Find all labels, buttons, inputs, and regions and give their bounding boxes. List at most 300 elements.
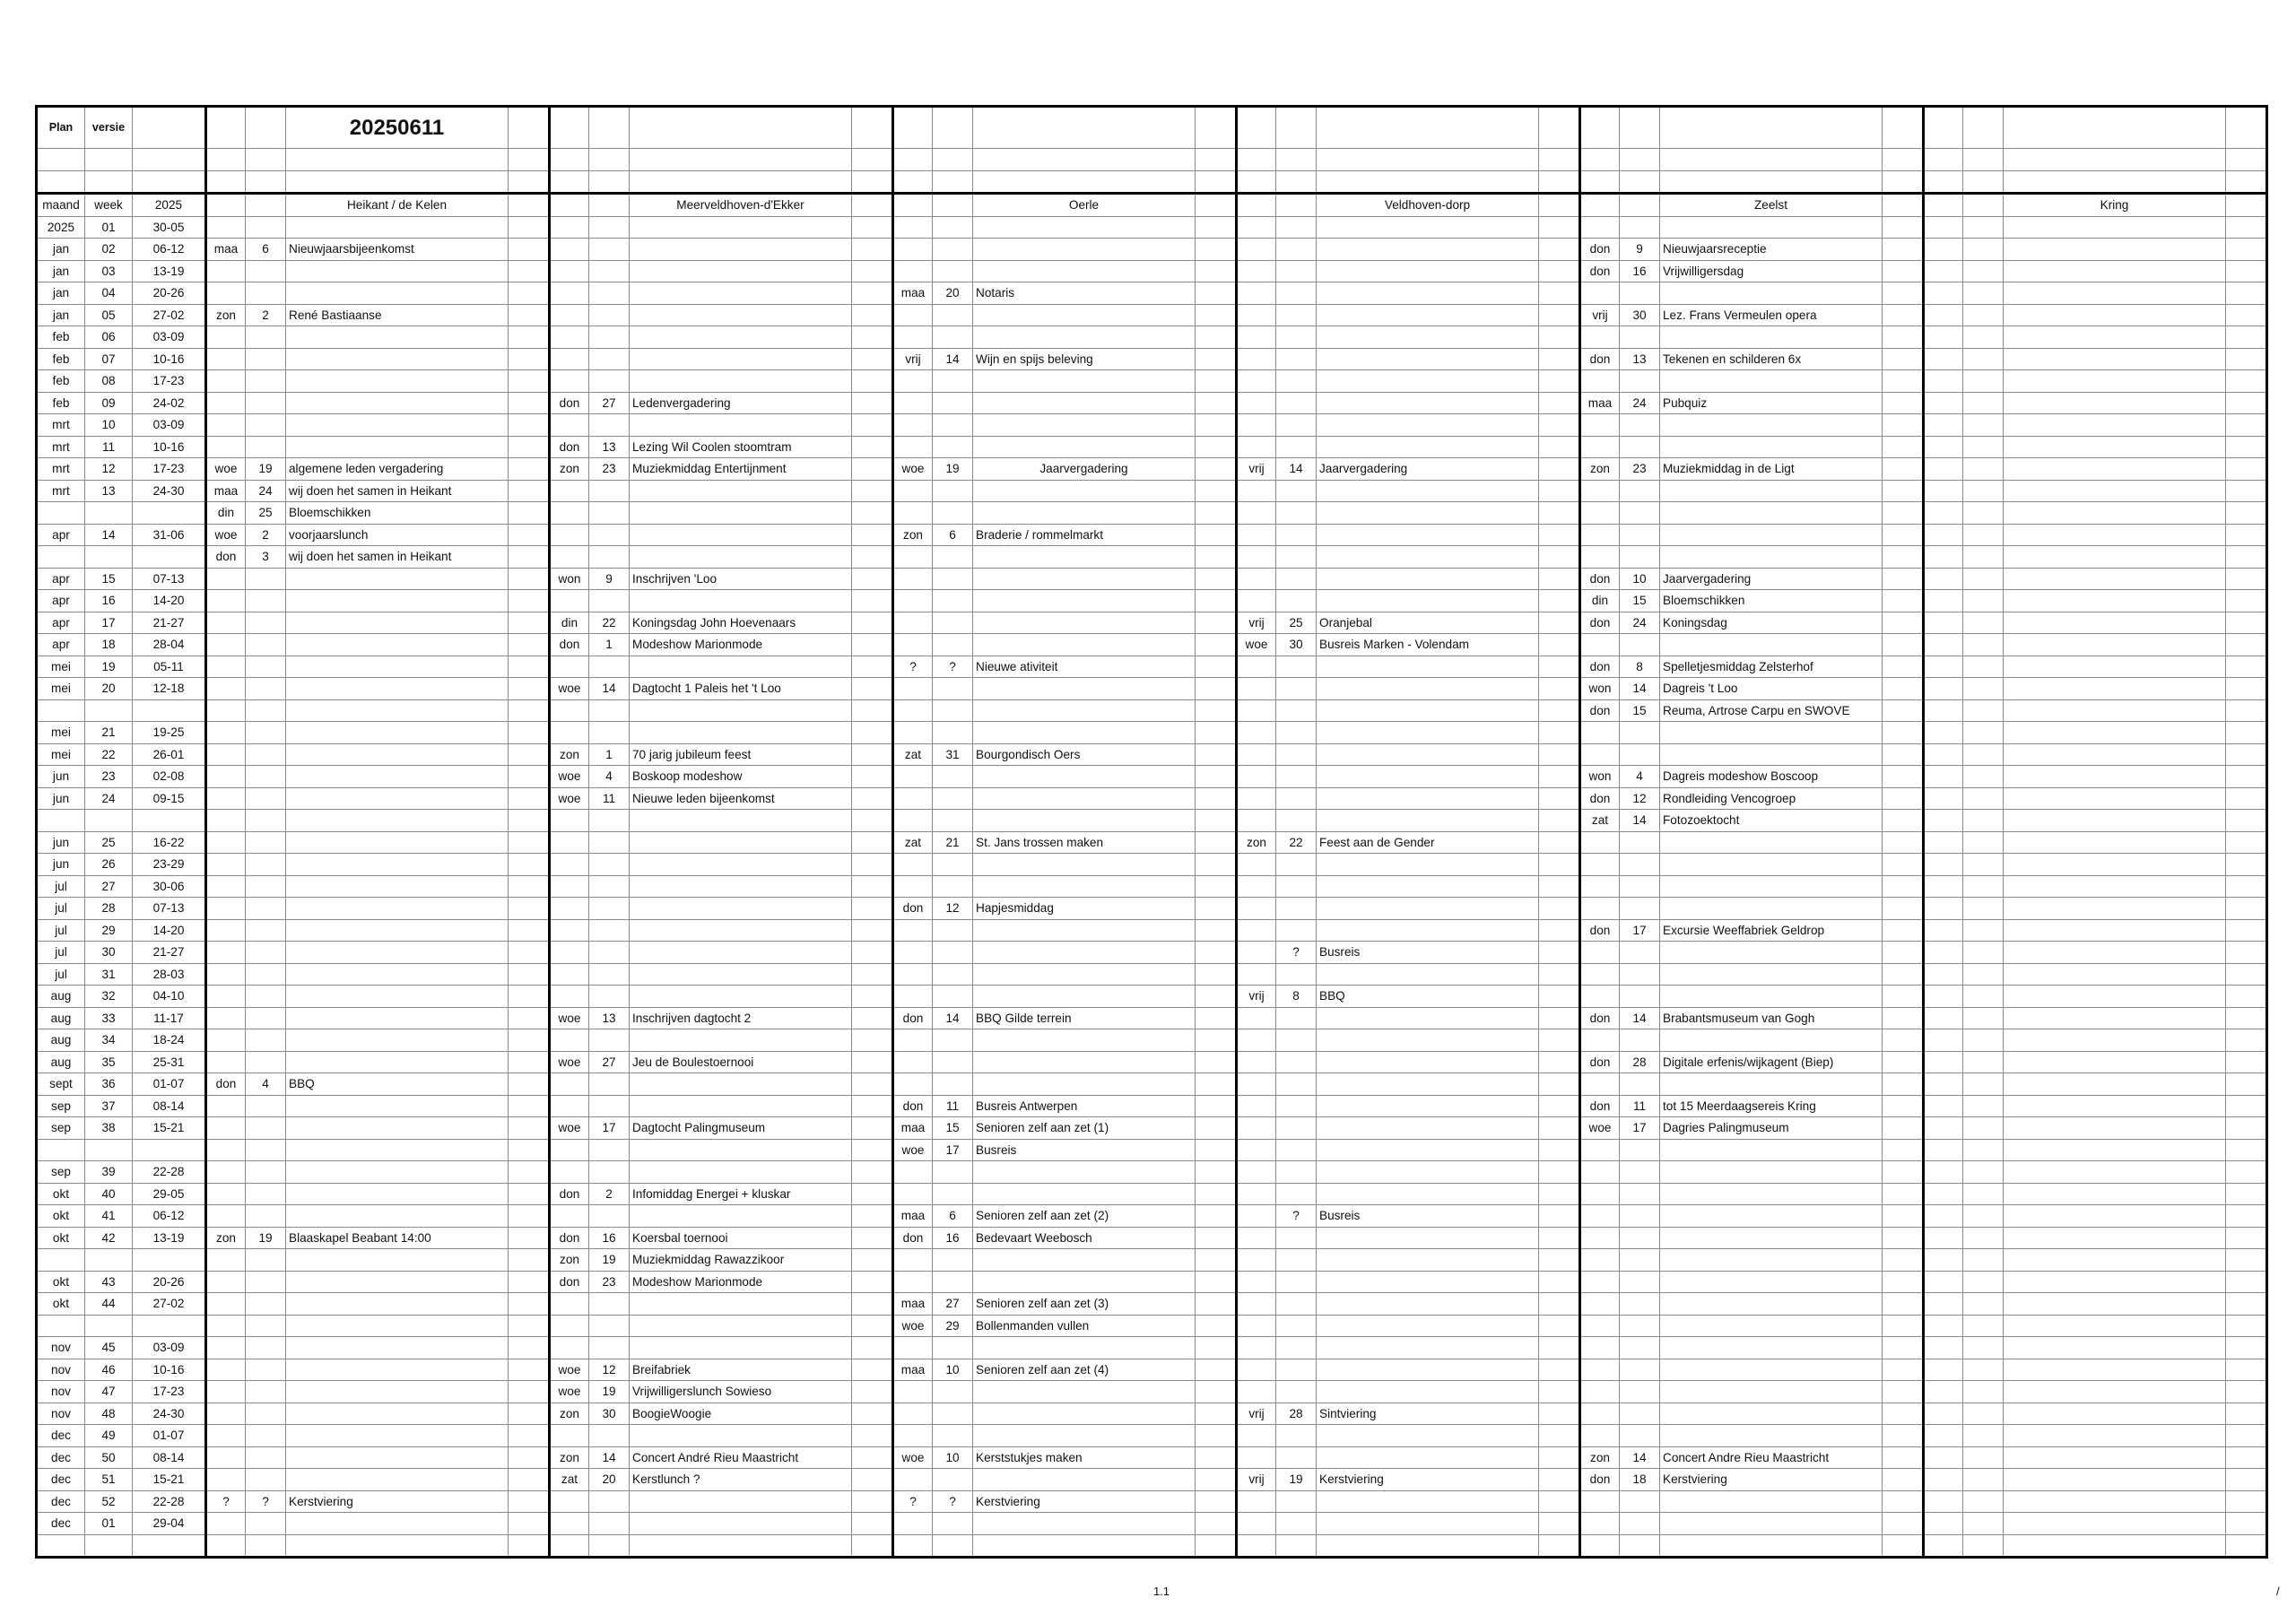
event-date-cell [1620, 216, 1660, 239]
event-day-cell: don [1580, 568, 1620, 590]
empty-cell [509, 831, 550, 854]
event-title-cell [2004, 722, 2226, 744]
table-row [37, 854, 2267, 876]
date-range-cell: 13-19 [133, 1227, 206, 1249]
event-title-cell [1660, 1073, 1883, 1096]
empty-cell [1883, 170, 1924, 194]
empty-cell [1539, 436, 1580, 458]
event-date-cell [1276, 326, 1317, 349]
event-date-cell: 24 [1620, 612, 1660, 634]
event-title-cell [1660, 963, 1883, 986]
empty-cell [2226, 1513, 2267, 1535]
empty-cell [2226, 304, 2267, 326]
event-day-cell [1237, 1249, 1276, 1272]
event-date-cell: 27 [589, 1051, 630, 1073]
event-date-cell [589, 480, 630, 502]
empty-cell [509, 1205, 550, 1228]
empty-cell [1539, 1271, 1580, 1293]
event-title-cell [973, 568, 1196, 590]
event-title-cell [286, 216, 509, 239]
event-day-cell [893, 766, 933, 788]
event-day-cell [1580, 986, 1620, 1008]
event-title-cell [286, 634, 509, 656]
event-date-cell [933, 239, 973, 261]
event-date-cell [1276, 1513, 1317, 1535]
event-date-cell [246, 787, 286, 810]
event-day-cell [1924, 1490, 1963, 1513]
event-day-cell [1580, 546, 1620, 569]
event-day-cell [1237, 1337, 1276, 1359]
event-title-cell [630, 1073, 852, 1096]
empty-cell [133, 170, 206, 194]
empty-cell [2004, 170, 2226, 194]
event-title-cell: Jaarvergadering [1660, 568, 1883, 590]
empty-cell [1196, 766, 1237, 788]
event-date-cell [1963, 787, 2004, 810]
event-day-cell [1924, 1381, 1963, 1403]
event-date-cell: 6 [933, 1205, 973, 1228]
event-title-cell [286, 1249, 509, 1272]
event-date-cell [1620, 942, 1660, 964]
header-empty-cell [1196, 107, 1237, 149]
event-day-cell [1237, 282, 1276, 305]
event-day-cell [206, 216, 246, 239]
event-title-cell [2004, 239, 2226, 261]
event-day-cell [206, 854, 246, 876]
event-title-cell: Notaris [973, 282, 1196, 305]
month-cell: aug [37, 1051, 85, 1073]
month-cell: mei [37, 722, 85, 744]
event-title-cell: Brabantsmuseum van Gogh [1660, 1007, 1883, 1029]
event-day-cell [1924, 1227, 1963, 1249]
empty-cell [1196, 480, 1237, 502]
event-title-cell [1660, 1403, 1883, 1425]
event-title-cell [630, 282, 852, 305]
event-date-cell [589, 963, 630, 986]
month-cell: jan [37, 282, 85, 305]
event-date-cell: 13 [589, 436, 630, 458]
event-day-cell [1924, 1513, 1963, 1535]
event-title-cell: Koersbal toernooi [630, 1227, 852, 1249]
event-date-cell [1963, 590, 2004, 612]
month-cell [37, 1534, 85, 1558]
event-title-cell [1317, 743, 1539, 766]
date-range-cell: 27-02 [133, 304, 206, 326]
empty-cell [2226, 1227, 2267, 1249]
empty-cell [1196, 986, 1237, 1008]
empty-cell [1883, 1007, 1924, 1029]
table-row [37, 831, 2267, 854]
week-cell [85, 1315, 133, 1337]
event-date-cell: 14 [1620, 810, 1660, 832]
empty-cell [1539, 919, 1580, 942]
event-date-cell [1276, 1227, 1317, 1249]
event-date-cell [1620, 1029, 1660, 1052]
table-row [37, 1315, 2267, 1337]
event-day-cell [550, 1490, 589, 1513]
event-date-cell [246, 1425, 286, 1447]
event-day-cell [1924, 787, 1963, 810]
event-title-cell [630, 304, 852, 326]
empty-cell [2226, 1381, 2267, 1403]
event-day-cell: zon [550, 1403, 589, 1425]
event-title-cell [2004, 1403, 2226, 1425]
event-title-cell [1660, 1381, 1883, 1403]
event-date-cell [1276, 1183, 1317, 1205]
event-day-cell [1237, 216, 1276, 239]
event-day-cell [1237, 875, 1276, 898]
event-day-cell [1924, 986, 1963, 1008]
event-day-cell [206, 370, 246, 393]
event-title-cell [973, 414, 1196, 437]
event-date-cell [1276, 1161, 1317, 1184]
event-title-cell: Senioren zelf aan zet (4) [973, 1359, 1196, 1381]
empty-cell [1196, 590, 1237, 612]
versie-label: versie [85, 107, 133, 149]
event-day-cell [1924, 1403, 1963, 1425]
empty-cell [206, 170, 246, 194]
empty-cell [1883, 326, 1924, 349]
event-day-cell: don [1580, 239, 1620, 261]
event-title-cell: Ledenvergadering [630, 392, 852, 414]
date-range-cell: 29-05 [133, 1183, 206, 1205]
empty-cell [1196, 875, 1237, 898]
table-row [37, 260, 2267, 282]
event-date-cell [1963, 1205, 2004, 1228]
date-range-cell: 23-29 [133, 854, 206, 876]
event-day-cell [206, 1161, 246, 1184]
event-title-cell [286, 1534, 509, 1558]
event-day-cell [1237, 392, 1276, 414]
event-day-cell: zon [1580, 458, 1620, 481]
week-cell: 45 [85, 1337, 133, 1359]
event-title-cell [1660, 743, 1883, 766]
table-row [37, 568, 2267, 590]
empty-cell [1883, 1490, 1924, 1513]
empty-cell [2226, 149, 2267, 171]
event-title-cell [2004, 810, 2226, 832]
event-title-cell [286, 1315, 509, 1337]
event-title-cell [630, 919, 852, 942]
event-date-cell [933, 502, 973, 525]
event-date-cell [1963, 326, 2004, 349]
date-range-cell: 05-11 [133, 656, 206, 678]
empty-cell [1539, 831, 1580, 854]
empty-cell [1963, 149, 2004, 171]
empty-cell [1196, 919, 1237, 942]
empty-cell [509, 590, 550, 612]
empty-cell [1883, 1161, 1924, 1184]
event-title-cell [286, 568, 509, 590]
event-day-cell: zon [550, 1446, 589, 1469]
event-date-cell [1963, 502, 2004, 525]
empty-cell [1196, 963, 1237, 986]
event-title-cell [2004, 1534, 2226, 1558]
empty-cell [1539, 1293, 1580, 1316]
event-title-cell [1660, 216, 1883, 239]
event-day-cell [206, 942, 246, 964]
event-day-cell: don [1580, 260, 1620, 282]
empty-cell [1539, 1315, 1580, 1337]
empty-cell [852, 1469, 893, 1491]
table-row [37, 963, 2267, 986]
event-title-cell [2004, 1490, 2226, 1513]
event-date-cell [589, 326, 630, 349]
event-date-cell [246, 1315, 286, 1337]
week-cell: 34 [85, 1029, 133, 1052]
week-cell: 05 [85, 304, 133, 326]
event-day-cell [1237, 810, 1276, 832]
event-date-cell [246, 678, 286, 700]
event-date-cell [1963, 1161, 2004, 1184]
empty-cell [852, 1337, 893, 1359]
week-cell: 28 [85, 898, 133, 920]
empty-cell [1196, 1095, 1237, 1117]
empty-cell [1196, 1381, 1237, 1403]
month-cell: mei [37, 743, 85, 766]
month-cell [37, 502, 85, 525]
event-date-cell: 6 [933, 524, 973, 546]
date-range-cell: 28-03 [133, 963, 206, 986]
header-empty-cell [1924, 107, 1963, 149]
event-title-cell [973, 546, 1196, 569]
empty-cell [852, 1029, 893, 1052]
table-row [37, 1271, 2267, 1293]
empty-cell [2226, 1161, 2267, 1184]
event-title-cell: Infomiddag Energei + kluskar [630, 1183, 852, 1205]
event-day-cell [1924, 1534, 1963, 1558]
empty-cell [2226, 480, 2267, 502]
event-date-cell [1963, 1051, 2004, 1073]
event-date-cell [1963, 1315, 2004, 1337]
event-day-cell: woe [550, 766, 589, 788]
event-title-cell [630, 1425, 852, 1447]
empty-cell [1539, 414, 1580, 437]
event-date-cell [246, 260, 286, 282]
event-date-cell: 2 [589, 1183, 630, 1205]
empty-cell [2226, 436, 2267, 458]
event-date-cell [1276, 1293, 1317, 1316]
event-title-cell [1660, 1425, 1883, 1447]
event-title-cell: Dagreis modeshow Boscoop [1660, 766, 1883, 788]
table-row [37, 348, 2267, 370]
event-title-cell [1317, 348, 1539, 370]
event-title-cell [1317, 1315, 1539, 1337]
event-title-cell: Digitale erfenis/wijkagent (Biep) [1660, 1051, 1883, 1073]
empty-cell [509, 1359, 550, 1381]
empty-cell [852, 656, 893, 678]
empty-cell [509, 348, 550, 370]
empty-cell [1196, 326, 1237, 349]
event-title-cell [2004, 502, 2226, 525]
empty-cell [933, 194, 973, 217]
event-date-cell [246, 1183, 286, 1205]
event-day-cell [893, 502, 933, 525]
empty-cell [2226, 1403, 2267, 1425]
event-date-cell [933, 590, 973, 612]
event-title-cell [973, 854, 1196, 876]
empty-cell [1196, 1117, 1237, 1140]
month-cell: nov [37, 1337, 85, 1359]
event-day-cell [1237, 1161, 1276, 1184]
empty-cell [1883, 216, 1924, 239]
event-title-cell [2004, 348, 2226, 370]
event-title-cell: Vrijwilligersdag [1660, 260, 1883, 282]
event-day-cell [1237, 1029, 1276, 1052]
event-title-cell: Nieuwe ativiteit [973, 656, 1196, 678]
event-day-cell [1924, 656, 1963, 678]
empty-cell [2226, 1029, 2267, 1052]
empty-cell [1196, 194, 1237, 217]
event-date-cell [1276, 568, 1317, 590]
week-cell: 30 [85, 942, 133, 964]
event-title-cell [286, 898, 509, 920]
event-date-cell [1276, 678, 1317, 700]
empty-cell [509, 1227, 550, 1249]
date-range-cell: 21-27 [133, 612, 206, 634]
week-cell: 10 [85, 414, 133, 437]
empty-cell [2226, 1183, 2267, 1205]
week-cell: 51 [85, 1469, 133, 1491]
table-row [37, 239, 2267, 261]
event-title-cell [1660, 875, 1883, 898]
month-cell: okt [37, 1293, 85, 1316]
empty-cell [509, 1095, 550, 1117]
event-day-cell [1237, 1007, 1276, 1029]
event-day-cell [1237, 326, 1276, 349]
event-day-cell: woe [550, 1117, 589, 1140]
event-title-cell [286, 326, 509, 349]
empty-cell [1539, 480, 1580, 502]
empty-cell [133, 149, 206, 171]
empty-cell [1924, 194, 1963, 217]
event-title-cell [630, 1315, 852, 1337]
event-day-cell: don [1580, 919, 1620, 942]
event-day-cell [893, 963, 933, 986]
empty-cell [550, 170, 589, 194]
empty-cell [1196, 787, 1237, 810]
event-title-cell [286, 1205, 509, 1228]
event-title-cell [1660, 1139, 1883, 1161]
event-date-cell [1276, 524, 1317, 546]
empty-cell [1539, 348, 1580, 370]
empty-cell [2226, 1051, 2267, 1073]
event-date-cell [1963, 1271, 2004, 1293]
event-date-cell [933, 216, 973, 239]
event-title-cell [630, 502, 852, 525]
event-date-cell: 14 [1620, 1007, 1660, 1029]
table-row [37, 612, 2267, 634]
event-title-cell: wij doen het samen in Heikant [286, 546, 509, 569]
table-row [37, 304, 2267, 326]
empty-cell [1539, 678, 1580, 700]
event-title-cell: Blaaskapel Beabant 14:00 [286, 1227, 509, 1249]
event-day-cell [550, 1293, 589, 1316]
event-date-cell: 19 [1276, 1469, 1317, 1491]
event-day-cell [1237, 854, 1276, 876]
event-title-cell [1660, 831, 1883, 854]
event-day-cell: won [550, 568, 589, 590]
event-day-cell [893, 612, 933, 634]
event-day-cell [1924, 1337, 1963, 1359]
date-range-cell [133, 1249, 206, 1272]
event-date-cell [589, 1205, 630, 1228]
event-day-cell: vrij [1580, 304, 1620, 326]
event-day-cell [550, 1029, 589, 1052]
event-date-cell [1276, 348, 1317, 370]
event-title-cell [630, 986, 852, 1008]
event-day-cell [1237, 722, 1276, 744]
header-empty-cell [1276, 107, 1317, 149]
week-cell: 01 [85, 216, 133, 239]
empty-cell [1539, 1249, 1580, 1272]
empty-cell [852, 875, 893, 898]
event-title-cell [973, 1183, 1196, 1205]
event-title-cell: Koningsdag John Hoevenaars [630, 612, 852, 634]
empty-cell [852, 1446, 893, 1469]
event-title-cell: Breifabriek [630, 1359, 852, 1381]
event-day-cell [893, 1183, 933, 1205]
event-day-cell [550, 216, 589, 239]
event-title-cell [2004, 656, 2226, 678]
empty-cell [1963, 194, 2004, 217]
event-date-cell [246, 1051, 286, 1073]
event-title-cell [630, 414, 852, 437]
event-title-cell [973, 239, 1196, 261]
date-range-cell: 02-08 [133, 766, 206, 788]
date-range-cell: 31-06 [133, 524, 206, 546]
event-day-cell: din [206, 502, 246, 525]
column-header-row [37, 194, 2267, 217]
event-title-cell [1660, 370, 1883, 393]
header-empty-cell [1620, 107, 1660, 149]
event-title-cell [1660, 282, 1883, 305]
event-date-cell [933, 810, 973, 832]
event-date-cell [1620, 1161, 1660, 1184]
event-title-cell [286, 612, 509, 634]
event-date-cell [933, 612, 973, 634]
event-date-cell: 29 [933, 1315, 973, 1337]
event-date-cell [246, 634, 286, 656]
event-day-cell: zat [893, 743, 933, 766]
event-day-cell [550, 326, 589, 349]
event-date-cell [1963, 304, 2004, 326]
plan-label: Plan [37, 107, 85, 149]
empty-cell [509, 546, 550, 569]
empty-cell [2226, 1073, 2267, 1096]
event-day-cell [206, 1051, 246, 1073]
event-date-cell [589, 1095, 630, 1117]
empty-cell [2226, 170, 2267, 194]
event-title-cell: Dagtocht 1 Paleis het 't Loo [630, 678, 852, 700]
event-date-cell: 11 [1620, 1095, 1660, 1117]
event-title-cell [286, 1161, 509, 1184]
empty-cell [1196, 1271, 1237, 1293]
month-cell: dec [37, 1469, 85, 1491]
empty-cell [2226, 1293, 2267, 1316]
empty-cell [2226, 1007, 2267, 1029]
event-date-cell: 14 [933, 348, 973, 370]
event-day-cell [1924, 282, 1963, 305]
empty-cell [1196, 348, 1237, 370]
event-date-cell [246, 743, 286, 766]
event-title-cell [2004, 1359, 2226, 1381]
date-range-cell: 29-04 [133, 1513, 206, 1535]
event-title-cell: Oranjebal [1317, 612, 1539, 634]
event-title-cell [630, 546, 852, 569]
empty-cell [509, 1381, 550, 1403]
week-cell: 11 [85, 436, 133, 458]
